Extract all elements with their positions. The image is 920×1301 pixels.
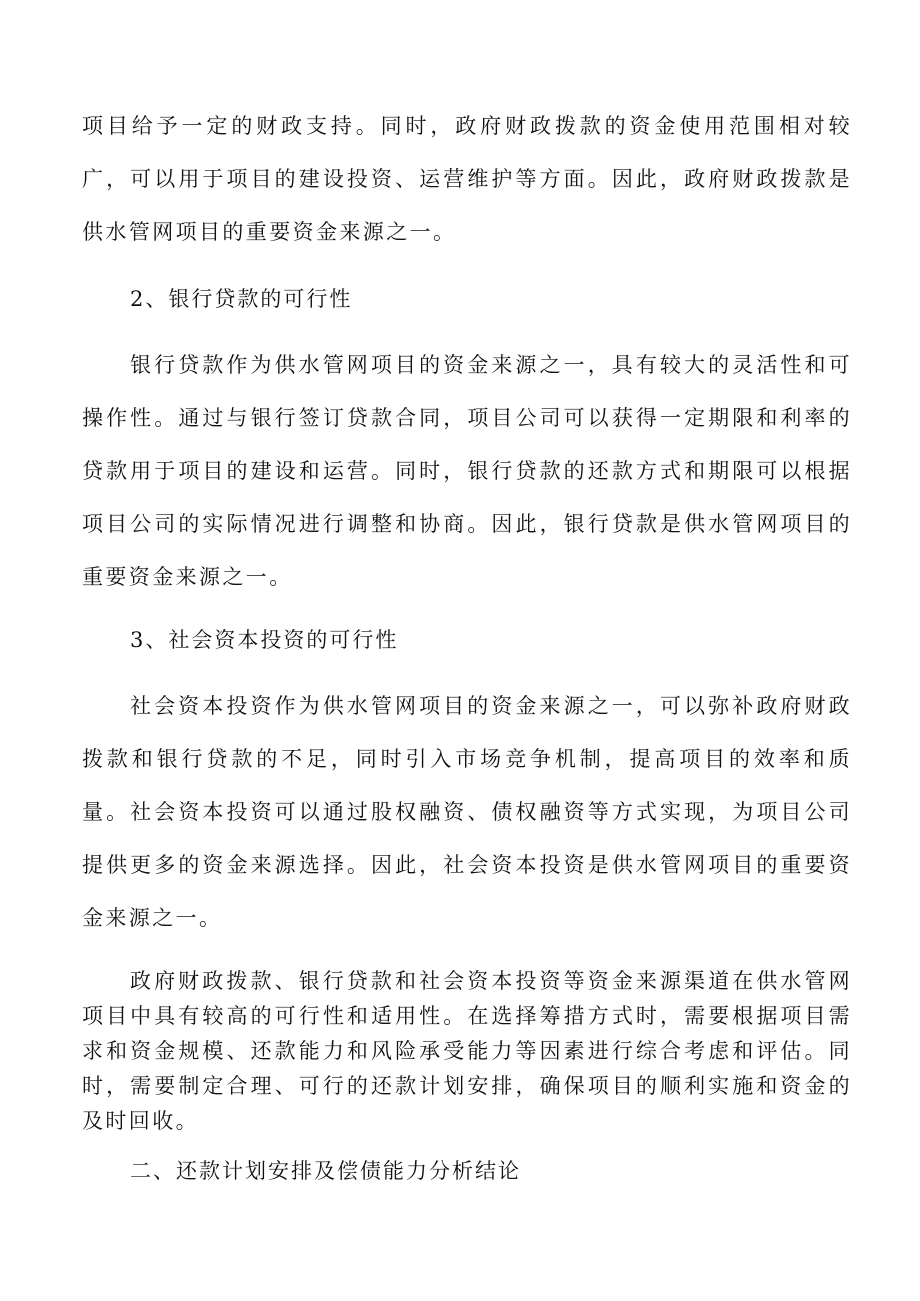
paragraph-summary: 政府财政拨款、银行贷款和社会资本投资等资金来源渠道在供水管网项目中具有较高的可行性和适用性。在选择筹措方式时，需要根据项目需求和资金规模、还款能力和风险承受能力等因素进行综合考虑和评估。同时，需要制定合理、可行的还款计划安排，确保项目的顺利实施和资金的及时回收。 [82,969,852,1133]
paragraph-bank-loan: 银行贷款作为供水管网项目的资金来源之一，具有较大的灵活性和可操作性。通过与银行签订贷款合同，项目公司可以获得一定期限和利率的贷款用于项目的建设和运营。同时，银行贷款的还款方式和期限可以根据项目公司的实际情况进行调整和协商。因此，银行贷款是供水管网项目的重要资金来源之一。 [82,353,852,589]
paragraph-government-funding-continued: 项目给予一定的财政支持。同时，政府财政拨款的资金使用范围相对较广，可以用于项目的建设投资、运营维护等方面。因此，政府财政拨款是供水管网项目的重要资金来源之一。 [82,114,852,244]
paragraph-social-capital: 社会资本投资作为供水管网项目的资金来源之一，可以弥补政府财政拨款和银行贷款的不足，同时引入市场竞争机制，提高项目的效率和质量。社会资本投资可以通过股权融资、债权融资等方式实现，为项目公司提供更多的资金来源选择。因此，社会资本投资是供水管网项目的重要资金来源之一。 [82,694,852,930]
section-heading-social-capital: 3、社会资本投资的可行性 [130,628,399,652]
section-heading-bank-loan: 2、银行贷款的可行性 [130,287,353,311]
chapter-heading-repayment-plan: 二、还款计划安排及偿债能力分析结论 [130,1159,521,1183]
